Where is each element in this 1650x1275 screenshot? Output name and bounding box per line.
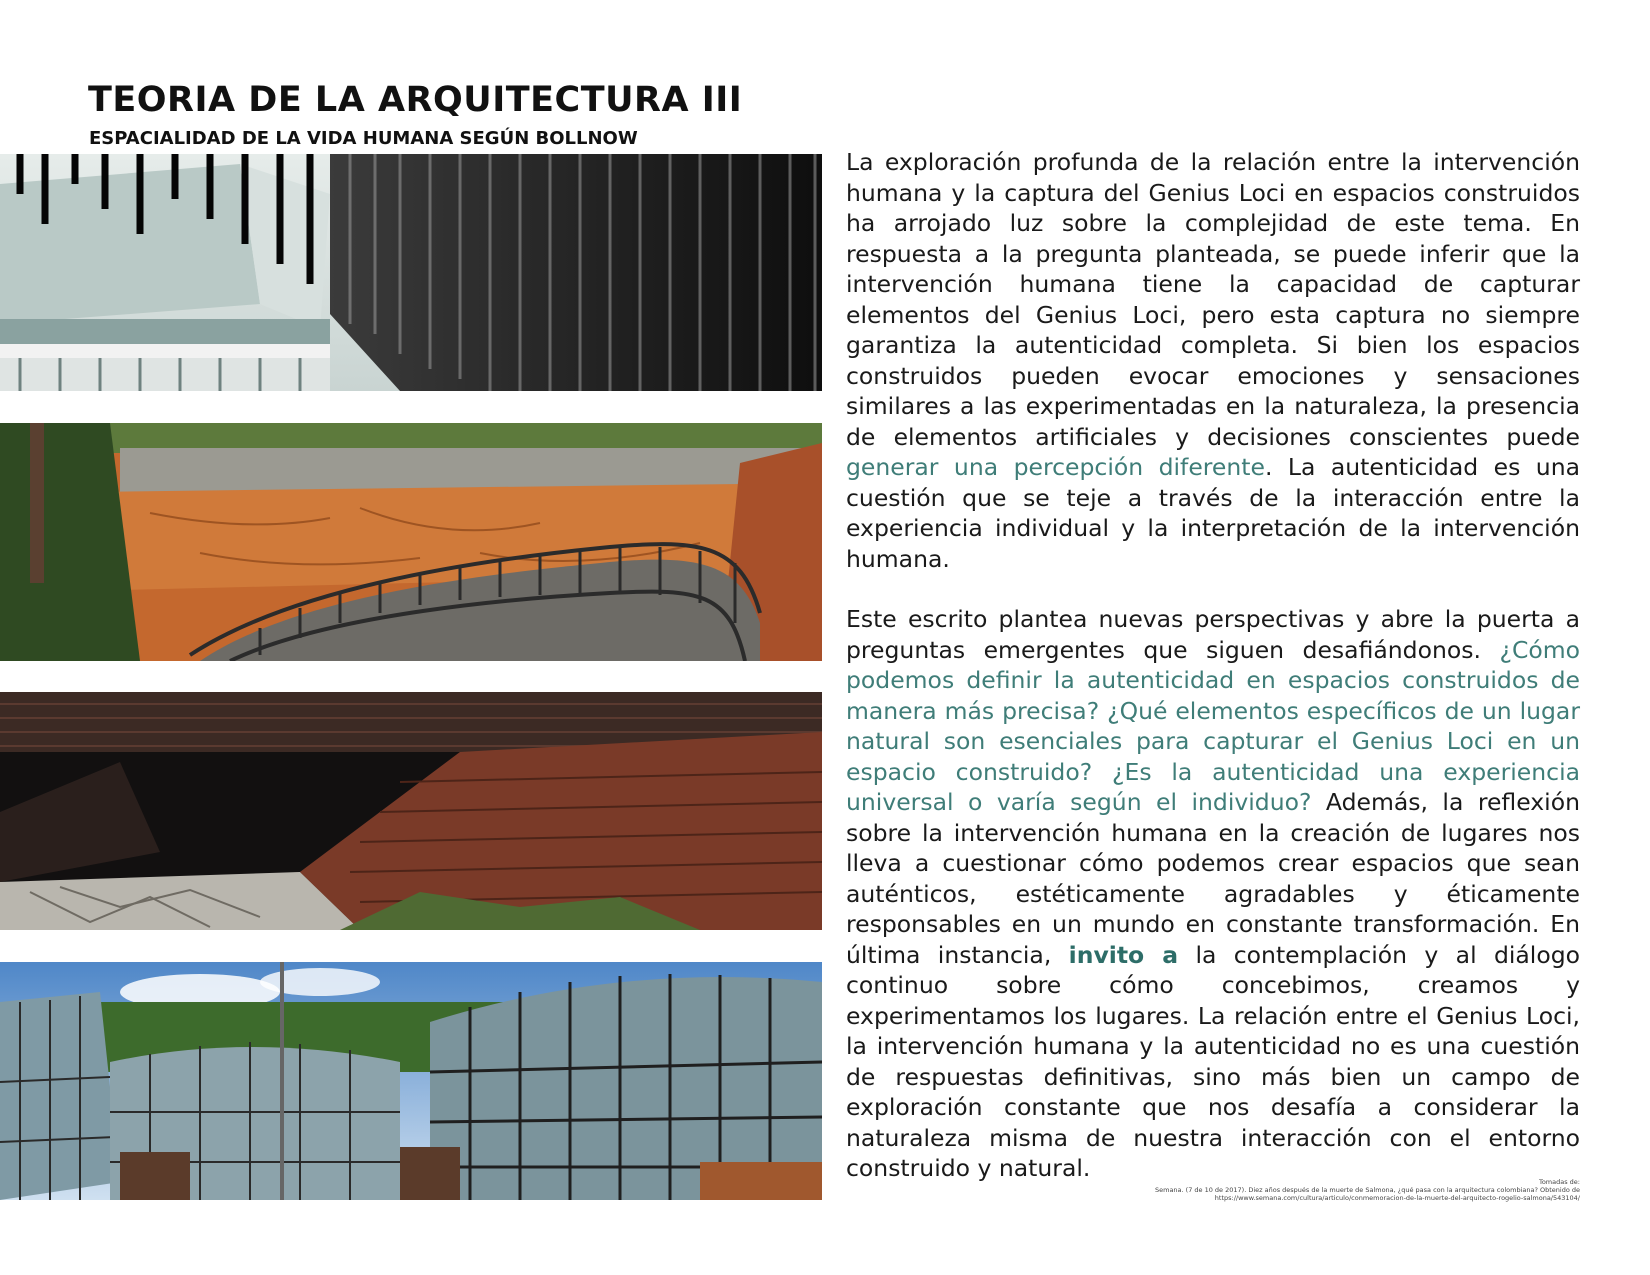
photo-brick-cave-structure — [0, 692, 822, 930]
highlight-questions: ¿Cómo podemos definir la autenticidad en espacios construidos de manera más precisa? ¿Qué elementos específicos de un lugar natural son esenciales para capturar el Genius Loci en un espacio construido? ¿Es la autenticidad una experiencia universal o varía según el individuo? — [846, 635, 1580, 816]
photo-glass-pavilions — [0, 962, 822, 1200]
photo-curved-walkway-red-earth — [0, 423, 822, 661]
credit-url: https://www.semana.com/cultura/articulo/conmemoracion-de-la-muerte-del-arquitecto-rogelio-salmona/543104/ — [1214, 1194, 1580, 1202]
body-text — [846, 147, 1580, 1184]
paragraph-2-text-a: Este escrito plantea nuevas perspectivas y abre la puerta a preguntas emergentes que siguen desafiándonos. — [846, 605, 1580, 664]
highlight-invite: invito a — [1068, 940, 1179, 969]
credit-label: Tomadas de: — [1538, 1178, 1580, 1186]
paragraph-questions — [846, 604, 1580, 1184]
paragraph-2-text-b: Además, la reflexión sobre la intervención humana en la creación de lugares nos lleva a cuestionar cómo podemos crear espacios que sean auténticos, estéticamente agradables y éticamente responsables en un mundo en constante transformación. En última instancia, — [846, 788, 1580, 969]
paragraph-1-text-b: . La autenticidad es una cuestión que se teje a través de la interacción entre la experiencia individual y la interpretación de la intervención humana. — [846, 453, 1580, 573]
paragraph-2-text-c: la contemplación y al diálogo continuo sobre cómo concebimos, creamos y experimentamos los lugares. La relación entre el Genius Loci, la intervención humana y la autenticidad no es una cuestión de respuestas definitivas, sino más bien un campo de exploración constante que nos desafía a considerar la naturaleza misma de nuestra interacción con el entorno construido y natural. — [846, 940, 1580, 1182]
page-title: TEORIA DE LA ARQUITECTURA III — [88, 80, 743, 120]
photo-glass-facade-louvers — [0, 154, 822, 391]
highlight-phrase: generar una percepción diferente — [846, 453, 1265, 481]
paragraph-1-text-a: La exploración profunda de la relación entre la intervención humana y la captura del Genius Loci en espacios construidos ha arrojado luz sobre la complejidad de este tema. En respuesta a la pregunta planteada, se puede inferir que la intervención humana tiene la capacidad de capturar elementos del Genius Loci, pero esta captura no siempre garantiza la autenticidad completa. Si bien los espacios construidos pueden evocar emociones y sensaciones similares a las experimentadas en la naturaleza, la presencia de elementos artificiales y decisiones conscientes puede — [846, 148, 1580, 451]
paragraph-conclusion — [846, 147, 1580, 574]
page-subtitle: ESPACIALIDAD DE LA VIDA HUMANA SEGÚN BOLLNOW — [89, 128, 638, 149]
credit-citation: Semana. (7 de 10 de 2017). Diez años después de la muerte de Salmona, ¿qué pasa con la arquitectura colombiana? Obtenido de — [1154, 1186, 1580, 1194]
image-credit — [1110, 1178, 1580, 1202]
